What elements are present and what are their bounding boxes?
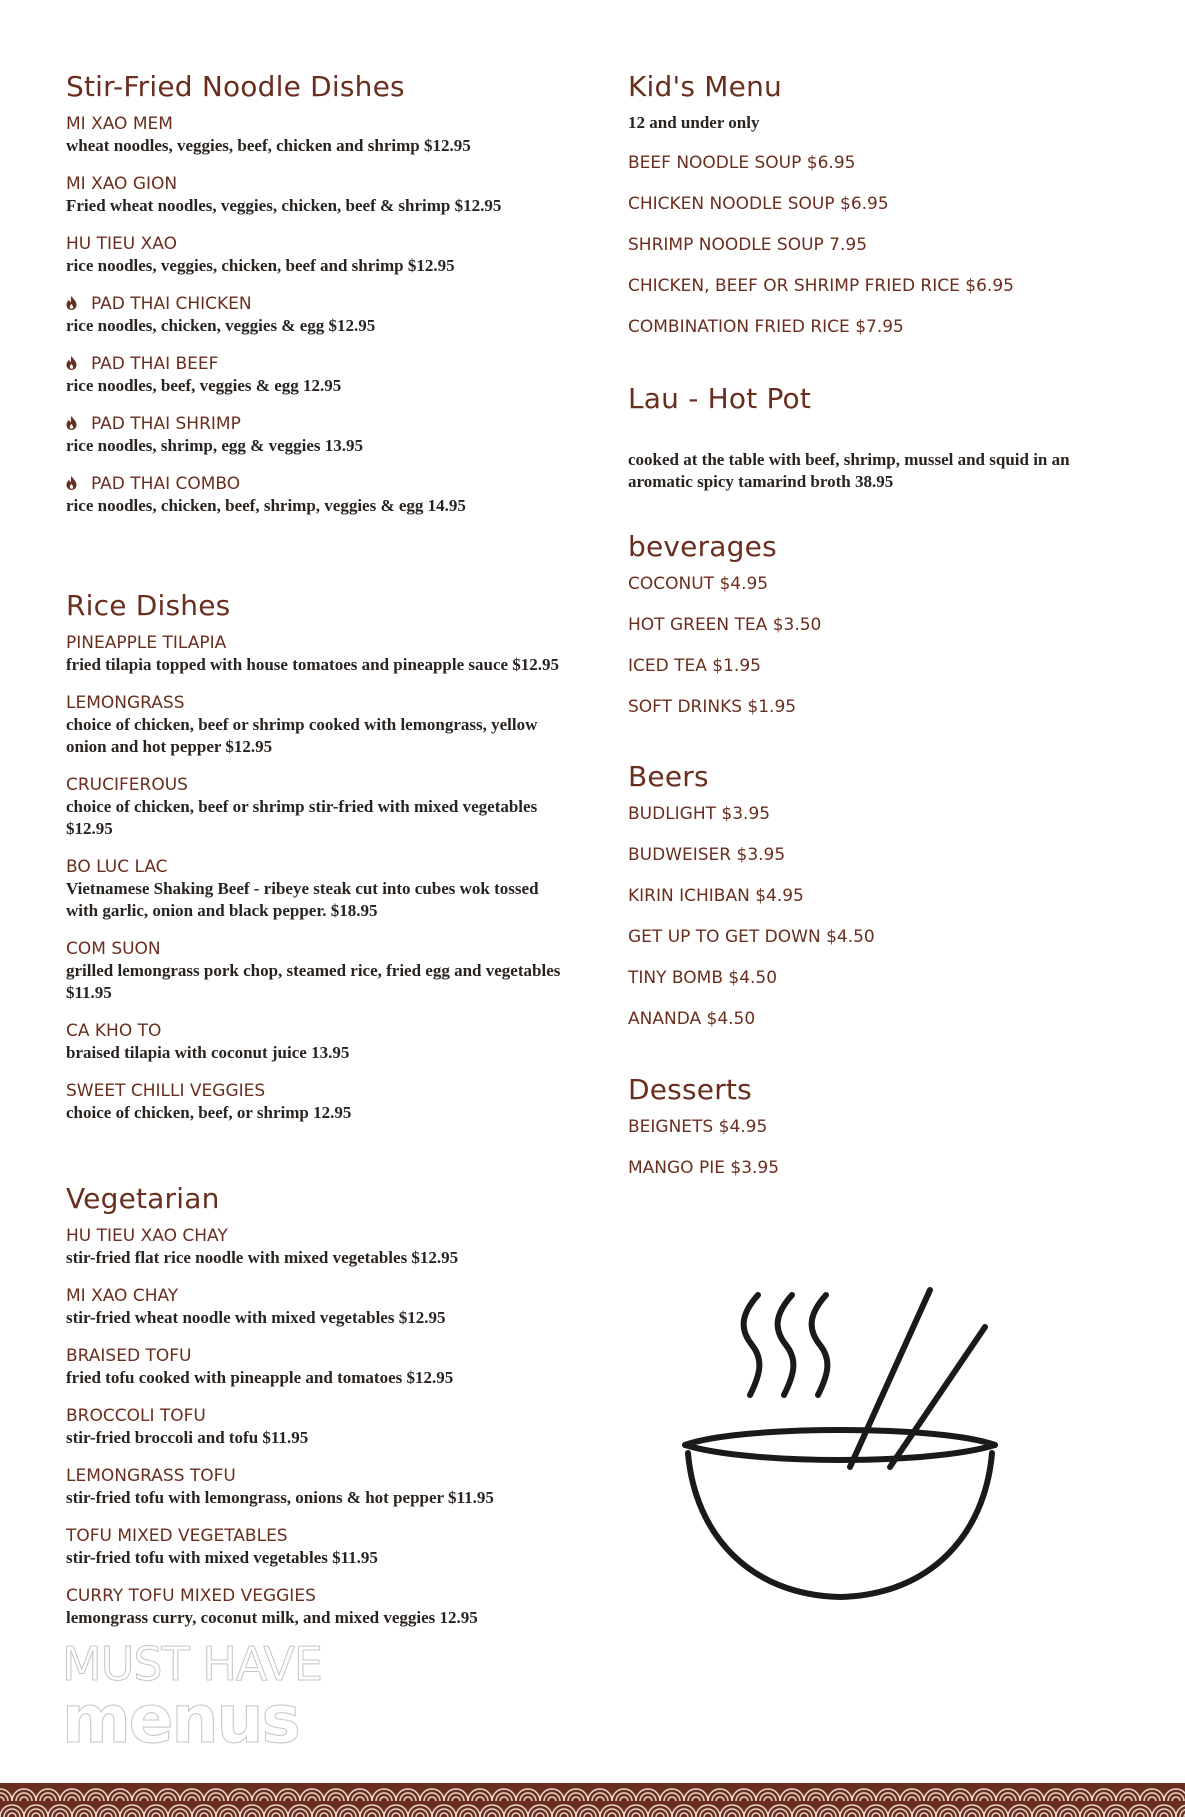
item-name [66,632,566,654]
menu-item: HOT GREEN TEA $3.50 [628,615,822,635]
item-description: rice noodles, chicken, veggies & egg $12.95 [66,316,376,335]
menu-item: COMBINATION FRIED RICE $7.95 [628,317,904,337]
item-description: braised tilapia with coconut juice 13.95 [66,1043,350,1062]
item-description: stir-fried flat rice noodle with mixed vegetables $12.95 [66,1248,459,1267]
item-name-text: HU TIEU XAO [66,234,177,254]
decorative-border [0,1783,1185,1817]
menu-item [66,1405,566,1449]
item-description: grilled lemongrass pork chop, steamed rice, fried egg and vegetables $11.95 [66,961,561,1002]
item-description: choice of chicken, beef, or shrimp 12.95 [66,1103,352,1122]
menu-item: TINY BOMB $4.50 [628,968,778,988]
item-description: fried tilapia topped with house tomatoes and pineapple sauce $12.95 [66,655,560,674]
desserts-list [628,1116,1128,1179]
menu-item: CHICKEN, BEEF OR SHRIMP FRIED RICE $6.95 [628,276,1014,296]
flame-icon [66,416,77,430]
item-name [66,1345,566,1367]
item-name [66,1225,566,1247]
section-title: Rice Dishes [66,589,231,622]
section-title: beverages [628,530,777,563]
item-name-text: PAD THAI BEEF [91,354,219,374]
item-description: rice noodles, shrimp, egg & veggies 13.95 [66,436,363,455]
item-description: stir-fried broccoli and tofu $11.95 [66,1428,309,1447]
item-name [66,113,566,135]
flame-icon [66,356,77,370]
vegetarian-section [66,1182,566,1645]
item-name [66,1080,566,1102]
beverages-list [628,573,1128,718]
menu-item: BUDWEISER $3.95 [628,845,786,865]
menu-item: BEIGNETS $4.95 [628,1117,768,1137]
item-description: stir-fried tofu with lemongrass, onions & hot pepper $11.95 [66,1488,494,1507]
watermark-line2: menus [62,1681,299,1758]
menu-item: ICED TEA $1.95 [628,656,761,676]
item-name-text: MI XAO CHAY [66,1286,179,1306]
menu-item [66,1525,566,1569]
item-name [66,856,566,878]
item-name [66,1285,566,1307]
kids-section [628,70,1128,357]
menu-item [66,233,566,277]
section-title: Desserts [628,1073,752,1106]
item-name-text: PINEAPPLE TILAPIA [66,633,227,653]
item-name [66,233,566,255]
menu-item [66,774,566,840]
menu-item [66,473,566,517]
menu-item [66,856,566,922]
item-name-text: BO LUC LAC [66,857,168,877]
section-title: Beers [628,760,709,793]
menu-item: BEEF NOODLE SOUP $6.95 [628,153,856,173]
noodle-section [66,70,566,533]
menu-item [66,1585,566,1629]
kids-list [628,152,1128,338]
menu-item [66,413,566,457]
flame-icon [66,296,77,310]
menu-item: SHRIMP NOODLE SOUP 7.95 [628,235,868,255]
item-description: fried tofu cooked with pineapple and tomatoes $12.95 [66,1368,454,1387]
item-name [66,353,566,375]
item-name [66,1405,566,1427]
menu-item: SOFT DRINKS $1.95 [628,697,797,717]
item-name-text: LEMONGRASS [66,693,185,713]
item-name [66,173,566,195]
menu-item: KIRIN ICHIBAN $4.95 [628,886,804,906]
menu-item: ANANDA $4.50 [628,1009,756,1029]
section-title: Stir-Fried Noodle Dishes [66,70,405,103]
menu-item: BUDLIGHT $3.95 [628,804,771,824]
item-name [66,413,566,435]
menu-item [66,1020,566,1064]
item-name [66,1585,566,1607]
menu-item [66,632,566,676]
menu-item [66,1465,566,1509]
item-name-text: CURRY TOFU MIXED VEGGIES [66,1586,316,1606]
item-name [66,692,566,714]
menu-item: CHICKEN NOODLE SOUP $6.95 [628,194,889,214]
section-title: Kid's Menu [628,70,782,103]
item-description: Fried wheat noodles, veggies, chicken, beef & shrimp $12.95 [66,196,502,215]
item-name [66,1465,566,1487]
flame-icon [66,476,77,490]
hotpot-description: cooked at the table with beef, shrimp, mussel and squid in an aromatic spicy tamarind broth 38.95 [628,450,1070,491]
item-description: stir-fried tofu with mixed vegetables $11.95 [66,1548,378,1567]
item-name [66,1525,566,1547]
item-description: rice noodles, beef, veggies & egg 12.95 [66,376,342,395]
menu-item [66,1080,566,1124]
desserts-section [628,1073,1128,1198]
item-name-text: MI XAO MEM [66,114,173,134]
item-name-text: PAD THAI SHRIMP [91,414,241,434]
item-name-text: TOFU MIXED VEGETABLES [66,1526,288,1546]
watermark-line1: MUST HAVE [62,1637,322,1691]
vegetarian-list [66,1225,566,1629]
menu-item [66,113,566,157]
item-name-text: BRAISED TOFU [66,1346,192,1366]
menu-item [66,293,566,337]
item-name [66,938,566,960]
item-name-text: LEMONGRASS TOFU [66,1466,236,1486]
item-name-text: CA KHO TO [66,1021,162,1041]
item-description: rice noodles, chicken, beef, shrimp, veggies & egg 14.95 [66,496,466,515]
beers-list [628,803,1128,1030]
menu-item [66,938,566,1004]
item-name-text: SWEET CHILLI VEGGIES [66,1081,266,1101]
item-name-text: HU TIEU XAO CHAY [66,1226,228,1246]
item-description: wheat noodles, veggies, beef, chicken and shrimp $12.95 [66,136,471,155]
item-name-text: PAD THAI CHICKEN [91,294,252,314]
item-name-text: PAD THAI COMBO [91,474,241,494]
section-title: Vegetarian [66,1182,220,1215]
beverages-section [628,530,1128,737]
item-description: choice of chicken, beef or shrimp stir-fried with mixed vegetables $12.95 [66,797,538,838]
kids-note: 12 and under only [628,113,760,132]
item-name-text: CRUCIFEROUS [66,775,188,795]
menu-item [66,1285,566,1329]
noodle-list [66,113,566,517]
item-name-text: MI XAO GION [66,174,178,194]
menu-item [66,1345,566,1389]
rice-list [66,632,566,1124]
item-name [66,774,566,796]
item-description: choice of chicken, beef or shrimp cooked with lemongrass, yellow onion and hot pepper $12.95 [66,715,538,756]
rice-section [66,589,566,1140]
menu-item: GET UP TO GET DOWN $4.50 [628,927,875,947]
menu-item [66,353,566,397]
item-description: stir-fried wheat noodle with mixed vegetables $12.95 [66,1308,446,1327]
item-description: rice noodles, veggies, chicken, beef and shrimp $12.95 [66,256,455,275]
item-name [66,1020,566,1042]
hotpot-section [628,382,1128,493]
menu-item [66,692,566,758]
beers-section [628,760,1128,1049]
menu-item: COCONUT $4.95 [628,574,769,594]
item-name [66,293,566,315]
item-description: lemongrass curry, coconut milk, and mixed veggies 12.95 [66,1608,478,1627]
item-name [66,473,566,495]
menu-item: MANGO PIE $3.95 [628,1158,780,1178]
menu-item [66,173,566,217]
noodle-bowl-icon [680,1285,1000,1605]
item-name-text: BROCCOLI TOFU [66,1406,206,1426]
section-title: Lau - Hot Pot [628,382,812,415]
watermark-logo [62,1637,402,1758]
item-description: Vietnamese Shaking Beef - ribeye steak cut into cubes wok tossed with garlic, onion and black pepper. $18.95 [66,879,539,920]
menu-item [66,1225,566,1269]
item-name-text: COM SUON [66,939,161,959]
